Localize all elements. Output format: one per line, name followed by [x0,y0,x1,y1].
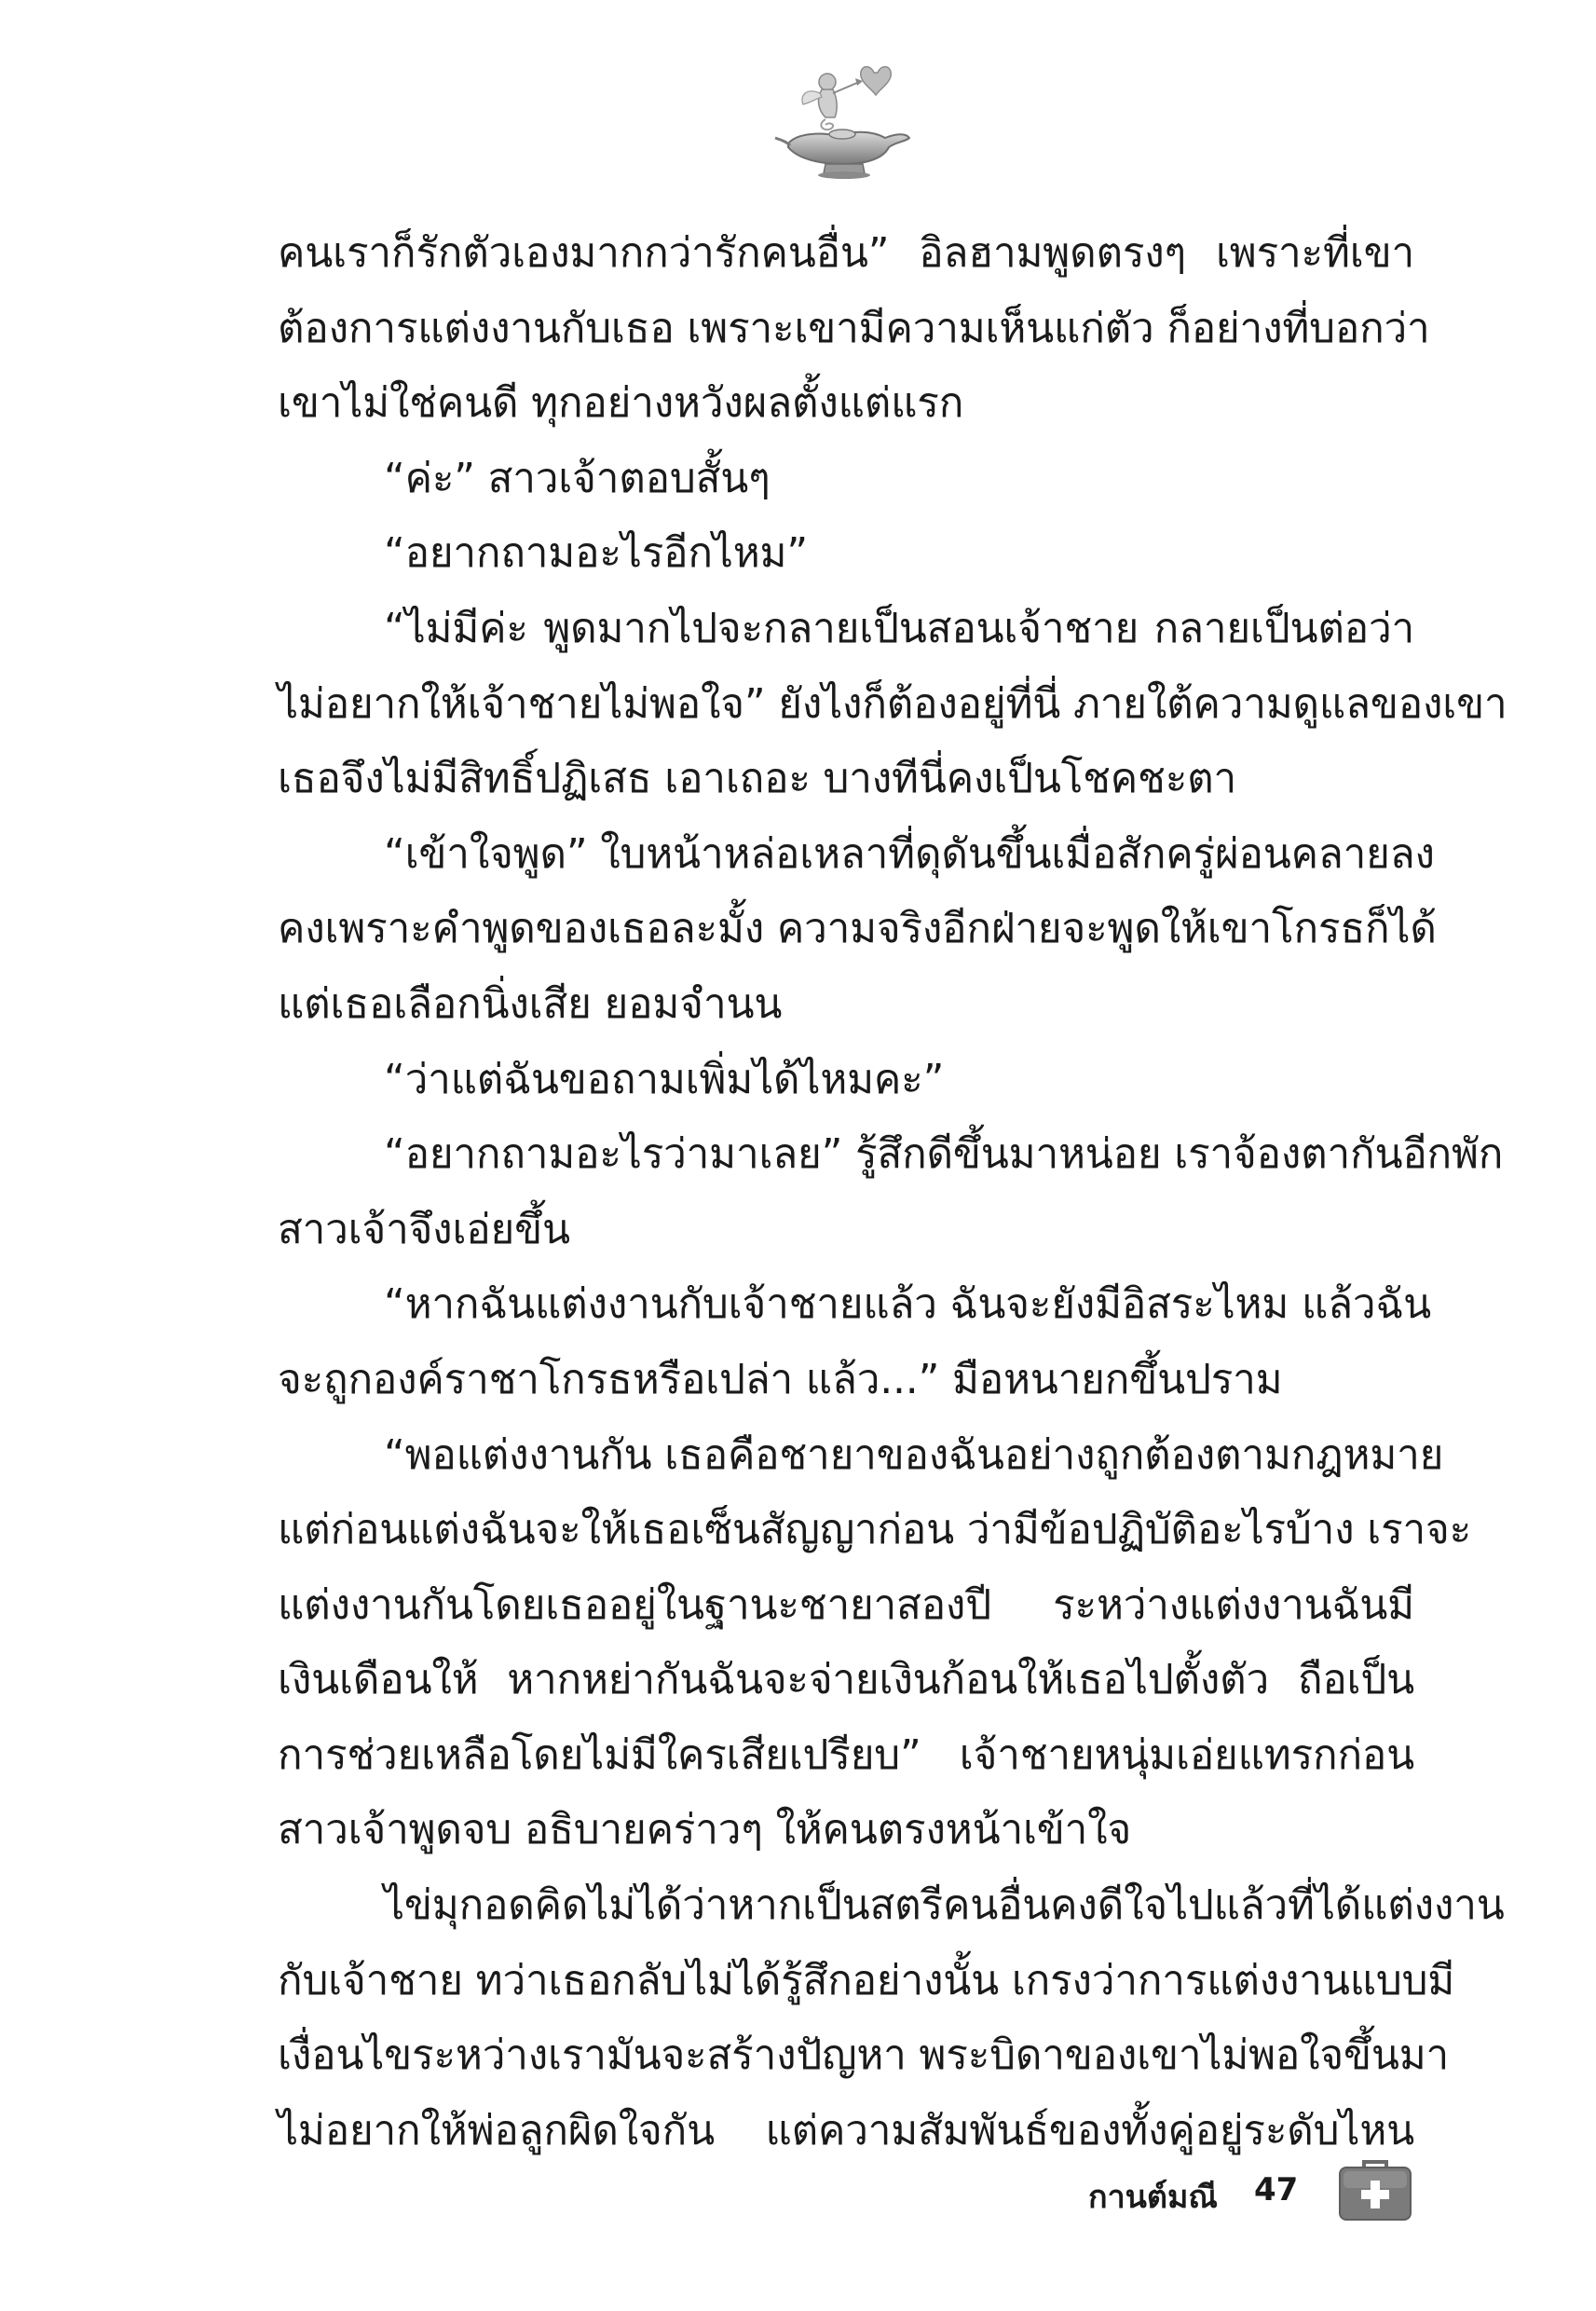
text-line: ไข่มุกอดคิดไม่ได้ว่าหากเป็นสตรีคนอื่นคงดีใจไปแล้วที่ได้แต่งงาน [384,1881,1505,1930]
text-line: ไม่อยากให้เจ้าชายไม่พอใจ” ยังไงก็ต้องอยู่ที่นี่ ภายใต้ความดูแลของเขา [278,679,1507,728]
text-line: “อยากถามอะไรอีกไหม” [384,529,808,578]
text-line: เธอจึงไม่มีสิทธิ์ปฏิเสธ เอาเถอะ บางทีนี่คงเป็นโชคชะตา [278,755,1237,803]
text-line: ต้องการแต่งงานกับเธอ เพราะเขามีความเห็นแก่ตัว ก็อย่างที่บอกว่า [278,304,1430,352]
text-line: “ค่ะ” สาวเจ้าตอบสั้นๆ [384,454,771,502]
text-line: “อยากถามอะไรว่ามาเลย” รู้สึกดีขึ้นมาหน่อย เราจ้องตากันอีกพัก [384,1130,1504,1179]
text-line: จะถูกองค์ราชาโกรธหรือเปล่า แล้ว...” มือหนายกขึ้นปราม [278,1355,1283,1403]
text-line: คงเพราะคำพูดของเธอละมั้ง ความจริงอีกฝ่ายจะพูดให้เขาโกรธก็ได้ [278,905,1437,953]
text-line: “ว่าแต่ฉันขอถามเพิ่มได้ไหมคะ” [384,1055,945,1103]
text-line: “พอแต่งงานกัน เธอคือชายาของฉันอย่างถูกต้องตามกฎหมาย [384,1430,1444,1479]
text-line: เขาไม่ใช่คนดี ทุกอย่างหวังผลตั้งแต่แรก [278,379,964,428]
text-line: “เข้าใจพูด” ใบหน้าหล่อเหลาที่ดุดันขึ้นเมื่อสักครู่ผ่อนคลายลง [384,829,1435,878]
text-line: กับเจ้าชาย ทว่าเธอกลับไม่ได้รู้สึกอย่างนั้น เกรงว่าการแต่งงานแบบมี [278,1956,1455,2004]
book-title: กานต์มณี [1088,2179,1218,2216]
text-line: แต่งงานกันโดยเธออยู่ในฐานะชายาสองปี ระหว่างแต่งงานฉันมี [278,1580,1414,1629]
text-line: แต่เธอเลือกนิ่งเสีย ยอมจำนน [278,979,783,1028]
genie-lamp-with-cupid-icon [770,54,911,181]
page-footer [0,2160,1596,2225]
text-line: สาวเจ้าจึงเอ่ยขึ้น [278,1205,570,1253]
text-line: “หากฉันแต่งงานกับเจ้าชายแล้ว ฉันจะยังมีอิสระไหม แล้วฉัน [384,1280,1432,1329]
text-line: สาวเจ้าพูดจบ อธิบายคร่าวๆ ให้คนตรงหน้าเข้าใจ [278,1806,1132,1854]
page-number: 47 [1254,2171,1299,2208]
body-text [278,216,1507,2168]
text-line: เงื่อนไขระหว่างเรามันจะสร้างปัญหา พระบิดาของเขาไม่พอใจขึ้นมา [278,2031,1450,2080]
text-line: แต่ก่อนแต่งฉันจะให้เธอเซ็นสัญญาก่อน ว่ามีข้อปฏิบัติอะไรบ้าง เราจะ [278,1506,1472,1554]
text-line: เงินเดือนให้ หากหย่ากันฉันจะจ่ายเงินก้อนให้เธอไปตั้งตัว ถือเป็น [278,1656,1414,1704]
text-line: การช่วยเหลือโดยไม่มีใครเสียเปรียบ” เจ้าชายหนุ่มเอ่ยแทรกก่อน [278,1730,1414,1779]
first-aid-kit-icon [1338,2160,1412,2222]
text-line: คนเราก็รักตัวเองมากกว่ารักคนอื่น” อิลฮามพูดตรงๆ เพราะที่เขา [278,229,1414,277]
text-line: ไม่อยากให้พ่อลูกผิดใจกัน แต่ความสัมพันธ์ของทั้งคู่อยู่ระดับไหน [278,2106,1414,2154]
text-line: “ไม่มีค่ะ พูดมากไปจะกลายเป็นสอนเจ้าชาย กลายเป็นต่อว่า [384,604,1414,652]
